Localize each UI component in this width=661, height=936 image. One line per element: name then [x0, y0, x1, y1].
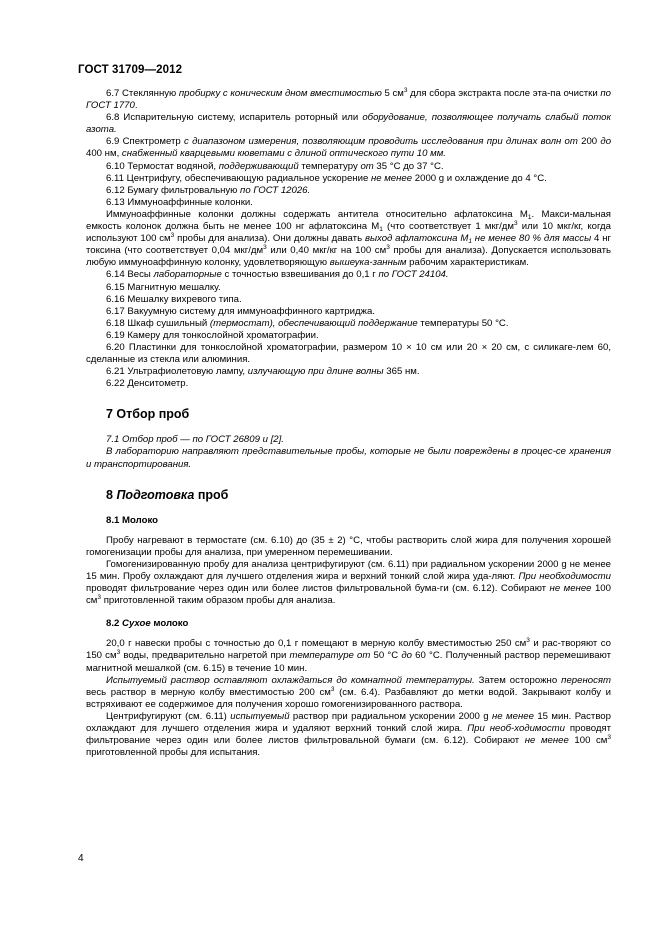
item-6-11: 6.11 Центрифугу, обеспечивающую радиальное ускорение не менее 2000 g и охлаждение до 4 °С. — [106, 172, 547, 184]
document-header: ГОСТ 31709—2012 — [78, 64, 183, 76]
item-6-7: 6.7 Стеклянную пробирку с коническим дном вместимостью 5 $см^3$ для сбора экстракта после эта-па очистки по ГОСТ 1770. — [86, 87, 611, 112]
section-8-heading: 8 Подготовка проб — [106, 487, 229, 502]
item-6-19: 6.19 Камеру для тонкослойной хроматографии. — [106, 329, 319, 341]
item-8-2-b: Испытуемый раствор оставляют охлаждаться до комнатной температуры. Затем осторожно переносят весь раствор в мерную колбу вместимостью 200 $см^3$ (см. 6.4). Разбавляют до метки водой. Закрывают колбу и встряхивают ее содержимое для получения хорошо гомогенизированного раствора. — [86, 674, 611, 710]
section-8-2-heading: 8.2 Сухое молоко — [106, 618, 189, 630]
item-6-9: 6.9 Спектрометр с диапазоном измерения, позволяющим проводить исследования при длинах волн от 200 до 400 нм, снабженный кварцевыми кюветами с длиной оптического пути 10 мм. — [86, 136, 612, 160]
item-8-1-b: Гомогенизированную пробу для анализа центрифугируют (см. 6.11) при радиальном ускорении 2000 g не менее 15 мин. Пробу охлаждают для лучшего отделения жира и верхний тонкий слой жира уда-ляют. При необходимости проводят фильтрование через один или более листов фильтровальной бума-ги (см. 6.12). Собирают не менее 100 $см^3$ приготовленной таким образом пробы для анализа. — [86, 558, 611, 607]
item-6-15: 6.15 Магнитную мешалку. — [106, 281, 221, 293]
section-8-1-heading: 8.1 Молоко — [106, 514, 158, 526]
item-7-2: В лабораторию направляют представительные пробы, которые не были повреждены в процес-се хранения и транспортирования. — [86, 446, 611, 470]
item-6-12: 6.12 Бумагу фильтровальную по ГОСТ 12026. — [106, 184, 311, 196]
page-number: 4 — [78, 853, 84, 864]
item-6-10: 6.10 Термостат водяной, поддерживающий температуру от 35 °С до 37 °С. — [106, 160, 444, 172]
section-7-heading: 7 Отбор проб — [106, 407, 190, 422]
item-6-13: 6.13 Иммуноаффинные колонки. — [106, 196, 253, 208]
item-6-21: 6.21 Ультрафиолетовую лампу, излучающую при длине волны 365 нм. — [106, 366, 420, 378]
item-8-2-c: Центрифугируют (см. 6.11) испытуемый раствор при радиальном ускорении 2000 g не менее 15 мин. Раствор охлаждают для лучшего отделения жира и удаляют верхний тонкий слой жира. При необ-ходимости проводят фильтрование через один или более листов фильтровальной бумаги (см. 6.12). Собирают не менее 100 $см^3$ приготовленной пробы для испытания. — [86, 710, 612, 759]
item-6-17: 6.17 Вакуумную систему для иммуноаффинного картриджа. — [106, 305, 375, 317]
document-body — [86, 88, 611, 759]
immunoaffinity-paragraph: Иммуноаффинные колонки должны содержать антитела относительно афлатоксина $М_1$. Макси-мальная емкость колонок должна быть не менее 100 нг афлатоксина $М_1$ (что соответствует 1 мкг/$дм^3$ или 10 мкг/кг, когда используют 100 $см^3$ пробы для анализа). Они должны давать выход афлатоксина $М_1$ не менее 80 % для массы 4 нг токсина (что соответствует 0,04 мкг/$дм^3$ или 0,40 мкг/кг на 100 $см^3$ пробы для анализа). Допускается использовать любую иммуноаффинную колонку, удовлетворяющую вышеука-занным рабочим характеристикам. — [86, 208, 611, 269]
item-6-16: 6.16 Мешалку вихревого типа. — [106, 293, 242, 305]
item-8-1-a: Пробу нагревают в термостате (см. 6.10) до (35 ± 2) °С, чтобы растворить слой жира для получения хорошей гомогенизации пробы для анализа, при умеренном перемешивании. — [86, 534, 611, 558]
item-6-18: 6.18 Шкаф сушильный (термостат), обеспечивающий поддержание температуры 50 °С. — [106, 317, 509, 329]
item-8-2-a: 20,0 г навески пробы с точностью до 0,1 г помещают в мерную колбу вместимостью 250 $см^3$ и рас-творяют со 150 $см^3$ воды, предварительно нагретой при температуре от 50 °С до 60 °С. Полученный раствор перемешивают магнитной мешалкой (см. 6.15) в течение 10 мин. — [86, 637, 611, 674]
item-6-8: 6.8 Испарительную систему, испаритель роторный или оборудование, позволяющее получать слабый поток азота. — [86, 112, 611, 136]
item-6-22: 6.22 Денситометр. — [106, 378, 189, 390]
item-6-20: 6.20 Пластинки для тонкослойной хроматографии, размером 10 × 10 см или 20 × 20 см, с силикаге-лем 60, сделанные из стекла или алюминия. — [86, 341, 611, 366]
item-7-1: 7.1 Отбор проб — по ГОСТ 26809 и [2]. — [106, 434, 284, 446]
item-6-14: 6.14 Весы лабораторные с точностью взвешивания до 0,1 г по ГОСТ 24104. — [106, 269, 449, 281]
